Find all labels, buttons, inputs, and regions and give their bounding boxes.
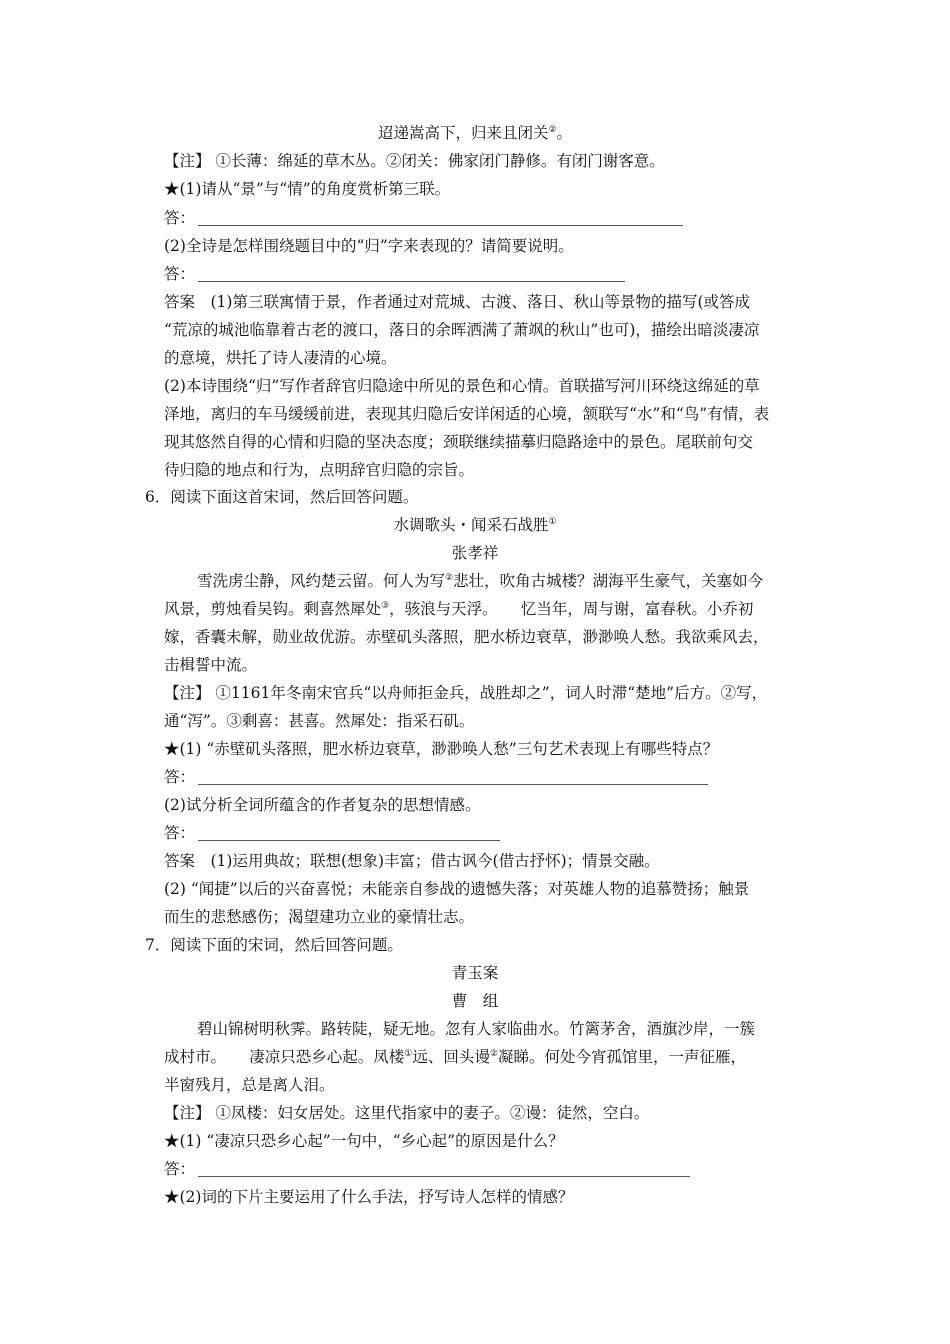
answer-text: 的意境，烘托了诗人凄清的心境。	[164, 349, 397, 367]
question-1: ★(1) “凄凉只恐乡心起”一句中，“乡心起”的原因是什么？	[164, 1132, 564, 1150]
answer-label: 答：	[164, 209, 196, 227]
answer-text: “荒凉的城池临靠着古老的渡口，落日的余晖洒满了萧飒的秋山”也可)，描绘出暗淡凄凉	[164, 321, 760, 339]
answer-text: (2) “闻捷”以后的兴奋喜悦；未能亲自参战的遗憾失落；对英雄人物的追慕赞扬；触景	[164, 880, 750, 898]
note-paragraph: 【注】 ①凤楼：妇女居处。这里代指家中的妻子。②谩：徒然，空白。	[164, 1104, 650, 1122]
answer-text: 现其悠然自得的心情和归隐的坚决态度；颈联继续描摹归隐路途中的景色。尾联前句交	[164, 433, 754, 451]
poem-body: 嫁，香囊未解，勋业故优游。赤壁矶头落照，肥水桥边衰草，渺渺唤人愁。我欲乘风去，	[164, 628, 769, 646]
footnote-mark: ③	[381, 600, 390, 611]
answer-label: 答：	[164, 1160, 196, 1178]
footnote-mark: ①	[404, 1048, 413, 1059]
answer-text: 答案 (1)第三联寓情于景，作者通过对荒城、古渡、落日、秋山等景物的描写(或答成	[164, 293, 751, 311]
poem-body	[164, 1047, 746, 1067]
question-2: ★(2)词的下片主要运用了什么手法，抒写诗人怎样的情感？	[164, 1188, 574, 1206]
note-paragraph: 【注】 ①长薄：绵延的草木丛。②闭关：佛家闭门静修。有闭门谢客意。	[164, 152, 665, 170]
poem-text: 远、回头谩	[412, 1048, 490, 1066]
footnote-mark: ①	[548, 516, 557, 527]
question-7-heading: 7．阅读下面的宋词，然后回答问题。	[145, 936, 403, 954]
answer-blank-line[interactable]	[198, 784, 708, 785]
poem-text: 成村市。 凄凉只恐乡心起。凤楼	[164, 1048, 405, 1066]
poem-text: 凝睇。何处今宵孤馆里，一声征雁，	[497, 1048, 746, 1066]
poem-title: 青玉案	[451, 964, 499, 982]
answer-blank-line[interactable]	[198, 225, 683, 226]
poem-text: 雪洗虏尘静，风约楚云留。何人为写	[197, 572, 446, 590]
answer-text: (2)本诗围绕“归”写作者辞官归隐途中所见的景色和心情。首联描写河川环绕这绵延的草	[164, 377, 760, 395]
question-2: (2)试分析全词所蕴含的作者复杂的思想情感。	[164, 796, 481, 814]
answer-text: 而生的悲愁感伤；渴望建功立业的豪情壮志。	[164, 908, 475, 926]
answer-blank-line[interactable]	[198, 1176, 690, 1177]
poem-body	[164, 599, 753, 619]
poem-body: 半窗残月，总是离人泪。	[164, 1076, 335, 1094]
note-paragraph: 通“泻”。③剩喜：甚喜。然犀处：指采石矶。	[164, 712, 475, 730]
answer-label: 答：	[164, 768, 196, 786]
poem-last-line	[0, 123, 950, 143]
poem-body: 击楫誓中流。	[164, 656, 258, 674]
answer-text: 泽地，离归的车马缓缓前进，表现其归隐后安详闲适的心境，颔联写“水”和“鸟”有情，表	[164, 405, 770, 423]
answer-text: 答案 (1)运用典故；联想(想象)丰富；借古讽今(借古抒怀)；情景交融。	[164, 852, 660, 870]
answer-blank-line[interactable]	[198, 281, 625, 282]
question-2: (2)全诗是怎样围绕题目中的“归”字来表现的？请简要说明。	[164, 237, 574, 255]
poem-author: 张孝祥	[451, 544, 499, 562]
answer-label: 答：	[164, 265, 196, 283]
poem-author: 曹 组	[451, 992, 499, 1010]
footnote-mark: ②	[445, 572, 454, 583]
poem-title	[0, 515, 950, 535]
poem-title-text: 水调歌头・闻采石战胜	[393, 516, 549, 534]
poem-text: 风景，剪烛看吴钩。剩喜然犀处	[164, 600, 382, 618]
footnote-mark: ②	[548, 124, 557, 135]
note-paragraph: 【注】 ①1161年冬南宋官兵“以舟师拒金兵，战胜却之”，词人时滞“楚地”后方。②写，	[164, 684, 768, 702]
answer-text: 待归隐的地点和行为，点明辞官归隐的宗旨。	[164, 461, 475, 479]
poem-body	[197, 571, 763, 591]
question-1: ★(1)请从“景”与“情”的角度赏析第三联。	[164, 180, 451, 198]
poem-body: 碧山锦树明秋霁。路转陡，疑无地。忽有人家临曲水。竹篱茅舍，酒旗沙岸，一簇	[197, 1020, 756, 1038]
answer-blank-line[interactable]	[198, 840, 500, 841]
poem-line-end: 。	[556, 124, 573, 142]
answer-label: 答：	[164, 824, 196, 842]
question-1: ★(1) “赤壁矶头落照，肥水桥边衰草，渺渺唤人愁”三句艺术表现上有哪些特点？	[164, 740, 719, 758]
poem-text: 悲壮，吹角古城楼？湖海平生豪气，关塞如今	[453, 572, 764, 590]
poem-text: ，骇浪与天浮。 忆当年，周与谢，富春秋。小乔初	[389, 600, 754, 618]
poem-line-text: 迢递嵩高下，归来且闭关	[377, 124, 549, 142]
question-6-heading: 6．阅读下面这首宋词，然后回答问题。	[145, 488, 419, 506]
footnote-mark: ②	[489, 1048, 498, 1059]
